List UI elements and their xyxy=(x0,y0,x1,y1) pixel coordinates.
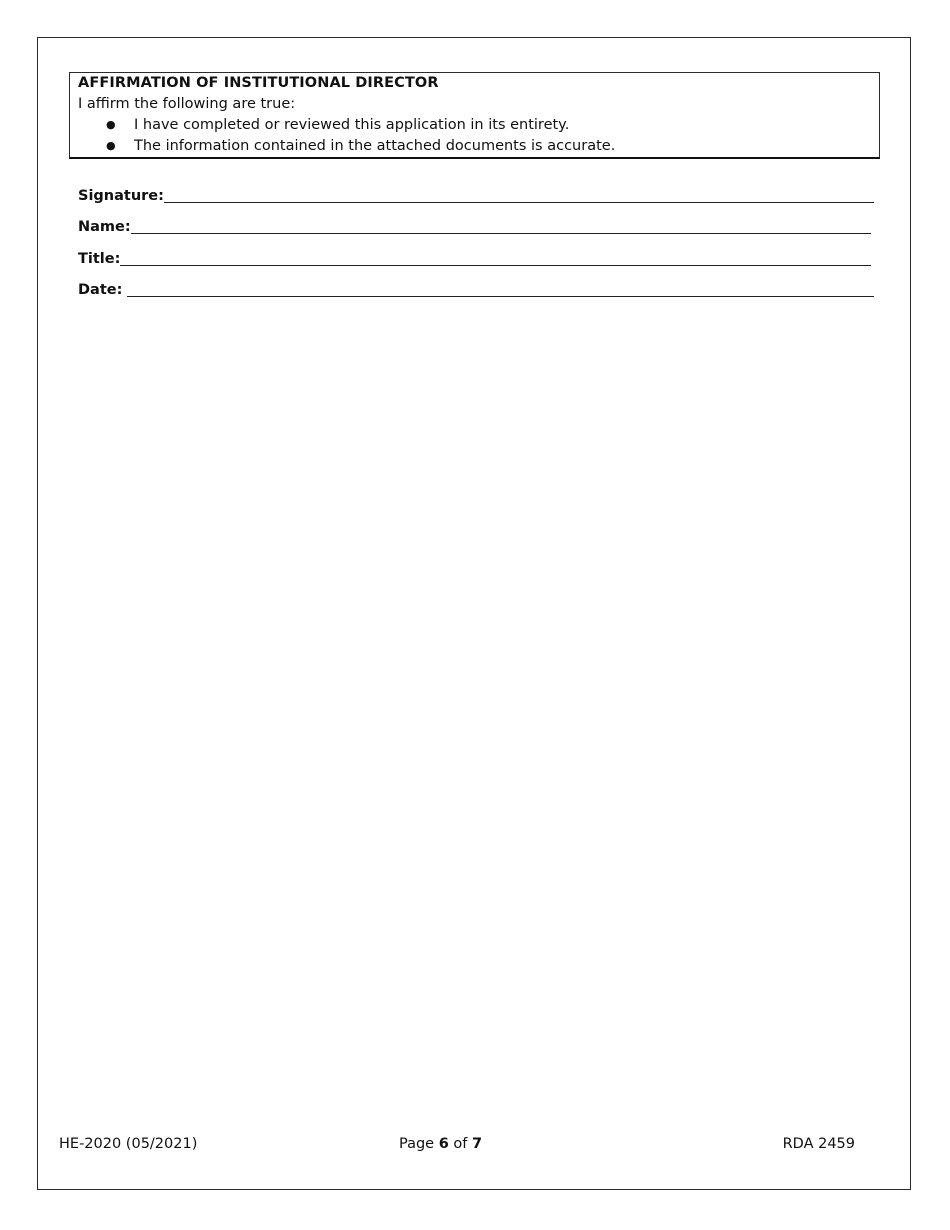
name-field xyxy=(78,214,871,236)
page-total: 7 xyxy=(472,1136,483,1152)
bullet-icon: ● xyxy=(106,118,116,131)
footer-page-number xyxy=(399,1136,482,1152)
title-field xyxy=(78,246,871,268)
affirmation-bullet xyxy=(106,138,615,154)
affirmation-intro: I affirm the following are true: xyxy=(78,96,296,112)
name-label: Name: xyxy=(78,219,131,235)
title-line[interactable] xyxy=(120,264,871,266)
footer-form-id: HE-2020 (05/2021) xyxy=(59,1136,198,1152)
title-label: Title: xyxy=(78,251,121,267)
date-line[interactable] xyxy=(127,295,874,297)
bullet-icon: ● xyxy=(106,139,116,152)
page-of: of xyxy=(453,1136,468,1152)
page-current: 6 xyxy=(438,1136,449,1152)
name-line[interactable] xyxy=(131,232,871,234)
footer-rda: RDA 2459 xyxy=(782,1136,855,1152)
affirmation-box xyxy=(69,72,880,159)
signature-field xyxy=(78,183,874,205)
page-word: Page xyxy=(399,1136,435,1152)
affirmation-bullet-text: The information contained in the attached documents is accurate. xyxy=(134,138,616,154)
signature-label: Signature: xyxy=(78,188,164,204)
page-border xyxy=(37,37,911,1190)
affirmation-title: AFFIRMATION OF INSTITUTIONAL DIRECTOR xyxy=(78,75,439,91)
signature-line[interactable] xyxy=(164,201,874,203)
affirmation-bullet-text: I have completed or reviewed this application in its entirety. xyxy=(134,117,570,133)
date-label: Date: xyxy=(78,282,123,298)
affirmation-bullet xyxy=(106,117,569,133)
date-field xyxy=(78,277,874,299)
